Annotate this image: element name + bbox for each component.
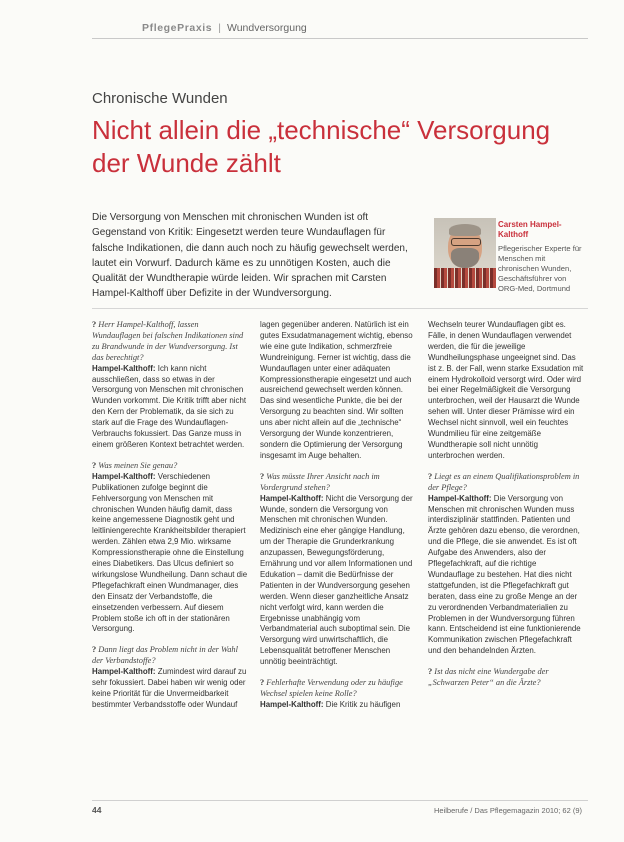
running-header — [142, 20, 307, 36]
interview-question: ? Liegt es an einem Qualifikationsproblem in der Pflege? — [428, 471, 580, 492]
interview-question: ? Was meinen Sie genau? — [92, 460, 178, 470]
text-column-3 — [428, 320, 584, 689]
paragraph-gap — [428, 657, 584, 667]
interview-answer: Hampel-Kalthoff: Die Kritik zu häufigen — [260, 699, 401, 709]
interview-answer: Hampel-Kalthoff: Verschiedenen Publikationen zufolge beginnt die Fehlversorgung von Menschen mit chronischen Wunden häufig damit, dass keine angemessene Diagnostik geht und leitliniengerechte Krankheitsbilder therapiert werden. Zählen etwa 2,9 Mio. wirksame Kompressionstherapie ohne die Einstellung eines Diabetikers. Das Ulcus definiert so wirkungslose Wundheilung. Dann schaut die Pflegefachkraft einen Wundmanager, dies den Einsatz der Verbandstoffe, die einsetzenden verbessern. Auf diesem Problem stoße ich oft in der stationären Versorgung. — [92, 471, 248, 634]
interview-answer: Wechseln teurer Wundauflagen gibt es. Fälle, in denen Wundauflagen verwendet werden, die für die jeweilige Wundheilungsphase ungeeignet sind. Das ist z. B. der Fall, wenn starke Exsudation mit einem Hydrokolloid versorgt wird. Oder wird bei einer Regelmäßigkeit die Versorgung unterbrochen, weil der Hausarzt die Wunde sehen will. Unter dieser Prämisse wird ein Wechsel nicht sinnvoll, weil ein feuchtes Wundmilieu für eine zeitgemäße Wundtherapie soll nicht unnötig unterbrochen werden. — [428, 320, 584, 460]
interview-question: ? Fehlerhafte Verwendung oder zu häufige Wechsel spielen keine Rolle? — [260, 678, 403, 698]
interview-question: ? Herr Hampel-Kalthoff, lassen Wundauflagen bei falschen Indikationen sind zu Brandwunde in der Wundversorgung. Ist das berechtigt? — [92, 320, 244, 362]
header-section-name: Wundversorgung — [226, 22, 307, 34]
text-column-2 — [260, 320, 416, 711]
interview-answer: Hampel-Kalthoff: Ich kann nicht ausschließen, dass so etwas in der Versorgung von Menschen mit chronischen Wunden vorkommt. Die Kritik trifft aber nicht den Kern der Problematik, da sie sich zu stark auf die Frage des Wundauflagen-Verbrauchs fokussiert. Das Ganze muss in einem größeren Kontext betrachtet werden. — [92, 363, 247, 449]
interview-question: ? Dann liegt das Problem nicht in der Wahl der Verbandstoffe? — [92, 645, 238, 666]
interview-answer: lagen gegenüber anderen. Natürlich ist ein gutes Exsudatmanagement wichtig, ebenso wie eine gute Indikation, schmerzfreie Wundreinigung. Ferner ist wichtig, dass die Wundauflagen unter einer adäquaten Kompressionstherapie eingesetzt und auch ausreichend gewechselt werden können. Das sind wesentliche Punkte, die bei der Versorgung zu beachten sind. Wir sollten uns aber nicht allein auf die „technische“ Versorgung der Wunde konzentrieren, sondern die Optimierung der Versorgung insgesamt im Auge behalten. — [260, 320, 413, 460]
page-number: 44 — [92, 805, 102, 815]
paragraph-gap — [92, 635, 248, 645]
interview-answer: Hampel-Kalthoff: Nicht die Versorgung der Wunde, sondern die Versorgung von Menschen mit chronischen Wunden. Medizinisch eine eher gängige Handlung, um der Therapie die Grunderkrankung anzupassen, Bewegungsförderung, Ernährung und vor allem Informationen und Edukation – damit die Bedürfnisse der Patienten in der Wundversorgung gesehen werden. Wenn dieser ganzheitliche Ansatz nicht verfolgt wird, kann werden die Ergebnisse unabhängig vom Verbandmaterial auch suboptimal sein. Die Versorgung wird unwirtschaftlich, die Lebensqualität betroffener Menschen unnötig beeinträchtigt. — [260, 493, 413, 667]
paragraph-gap — [428, 462, 584, 472]
paragraph-gap — [260, 462, 416, 472]
portrait-caption — [498, 220, 588, 294]
header-rule — [92, 38, 588, 39]
footer-rule — [92, 800, 588, 801]
portrait-description: Pflegerischer Experte für Menschen mit chronischen Wunden, Geschäftsführer von ORG-Med, Dortmund — [498, 244, 582, 293]
interview-question: ? Ist das nicht eine Wundergabe der „Schwarzen Peter“ an die Ärzte? — [428, 667, 549, 688]
paragraph-gap — [260, 668, 416, 678]
footer-source: Heilberufe / Das Pflegemagazin 2010; 62 (9) — [433, 806, 582, 815]
interview-answer: Hampel-Kalthoff: Zumindest wird darauf zu sehr fokussiert. Dabei haben wir wenig oder keine Priorität für die Unvermeidbarkeit bestimmter Verbandsstoffe oder Wundauf — [92, 667, 247, 709]
column-top-rule — [92, 308, 588, 309]
magazine-section-brand: PflegePraxis — [142, 22, 213, 34]
article-headline: Nicht allein die „technische“ Versorgung der Wunde zählt — [92, 115, 551, 178]
interview-question: ? Was müsste Ihrer Ansicht nach im Vordergrund stehen? — [260, 471, 380, 492]
interview-answer: Hampel-Kalthoff: Die Versorgung von Menschen mit chronischen Wunden muss interdisziplinär stattfinden. Patienten und Ärzte gehören dazu ebenso, die verordnen, und die Pflege, die sie anwendet. Es ist oft Aufgabe des Anwenders, also der Pflegefachkraft, auf die richtige Wundauflage zu bestehen. Hat dies nicht stattgefunden, ist die Pflegefachkraft gut beraten, dass eine zu große Menge an der zu verordnenden Verbandmaterialien zu Problemen in der Wundversorgung führen kann. Entscheidend ist eine funktionierende Kommunikation zwischen Pflegefachkraft und den behandelnden Ärzten. — [428, 493, 581, 656]
portrait-name: Carsten Hampel-Kalthoff — [498, 220, 562, 239]
text-column-1 — [92, 320, 248, 711]
author-portrait-photo — [434, 218, 496, 288]
article-kicker: Chronische Wunden — [92, 90, 228, 107]
paragraph-gap — [92, 451, 248, 461]
header-separator: | — [218, 22, 221, 34]
article-lead: Die Versorgung von Menschen mit chronischen Wunden ist oft Gegenstand von Kritik: Eingesetzt werden teure Wundauflagen für falsche Indikationen, die dann auch noch zu häufig gewechselt werden, lautet ein Vorwurf. Dadurch käme es zu unnötigen Kosten, auch die Qualität der Wundtherapie würde leiden. Wir sprachen mit Carsten Hampel-Kalthoff über Defizite in der Wundversorgung. — [92, 212, 408, 300]
